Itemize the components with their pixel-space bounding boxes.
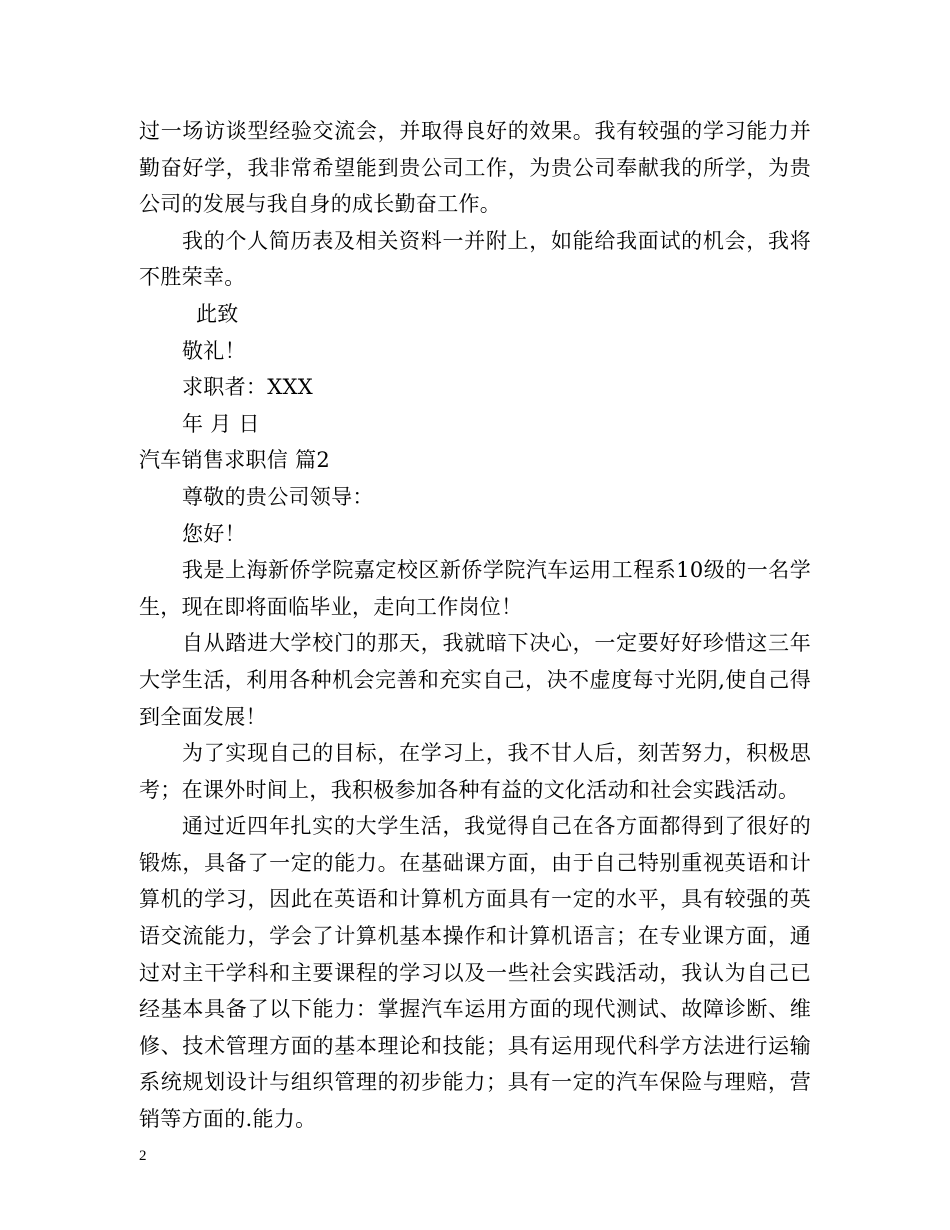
paragraph-continuation: 过一场访谈型经验交流会，并取得良好的效果。我有较强的学习能力并勤奋好学，我非常希望能到贵公司工作，为贵公司奉献我的所学，为贵公司的发展与我自身的成长勤奋工作。 bbox=[139, 119, 811, 217]
document-body bbox=[139, 113, 811, 1138]
paragraph-introduction: 我是上海新侨学院嘉定校区新侨学院汽车运用工程系10级的一名学生，现在即将面临毕业，走向工作岗位！ bbox=[139, 558, 811, 619]
closing-salutation: 此致 bbox=[196, 301, 239, 326]
section-title: 汽车销售求职信 篇2 bbox=[139, 448, 331, 473]
paragraph-attachment-note: 我的个人简历表及相关资料一并附上，如能给我面试的机会，我将不胜荣幸。 bbox=[139, 228, 811, 290]
signature-applicant: 求职者：XXX bbox=[182, 375, 313, 400]
paragraph-abilities: 通过近四年扎实的大学生活，我觉得自己在各方面都得到了很好的锻炼，具备了一定的能力。在基础课方面，由于自己特别重视英语和计算机的学习，因此在英语和计算机方面具有一定的水平，具有较强的英语交流能力，学会了计算机基本操作和计算机语言；在专业课方面，通过对主干学科和主要课程的学习以及一些社会实践活动，我认为自己已经基本具备了以下能力：掌握汽车运用方面的现代测试、故障诊断、维修、技术管理方面的基本理论和技能；具有运用现代科学方法进行运输系统规划设计与组织管理的初步能力；具有一定的汽车保险与理赔，营销等方面的.能力。 bbox=[139, 814, 811, 1132]
letter-hello: 您好！ bbox=[182, 521, 246, 546]
paragraph-goals: 为了实现自己的目标，在学习上，我不甘人后，刻苦努力，积极思考；在课外时间上，我积极参加各种有益的文化活动和社会实践活动。 bbox=[139, 741, 811, 802]
page-number: 2 bbox=[139, 1148, 147, 1164]
closing-respect: 敬礼！ bbox=[182, 338, 246, 363]
letter-greeting: 尊敬的贵公司领导： bbox=[182, 484, 374, 509]
signature-date: 年 月 日 bbox=[182, 411, 260, 436]
paragraph-resolution: 自从踏进大学校门的那天，我就暗下决心，一定要好好珍惜这三年大学生活，利用各种机会完善和充实自己，决不虚度每寸光阴,使自己得到全面发展！ bbox=[139, 631, 811, 729]
